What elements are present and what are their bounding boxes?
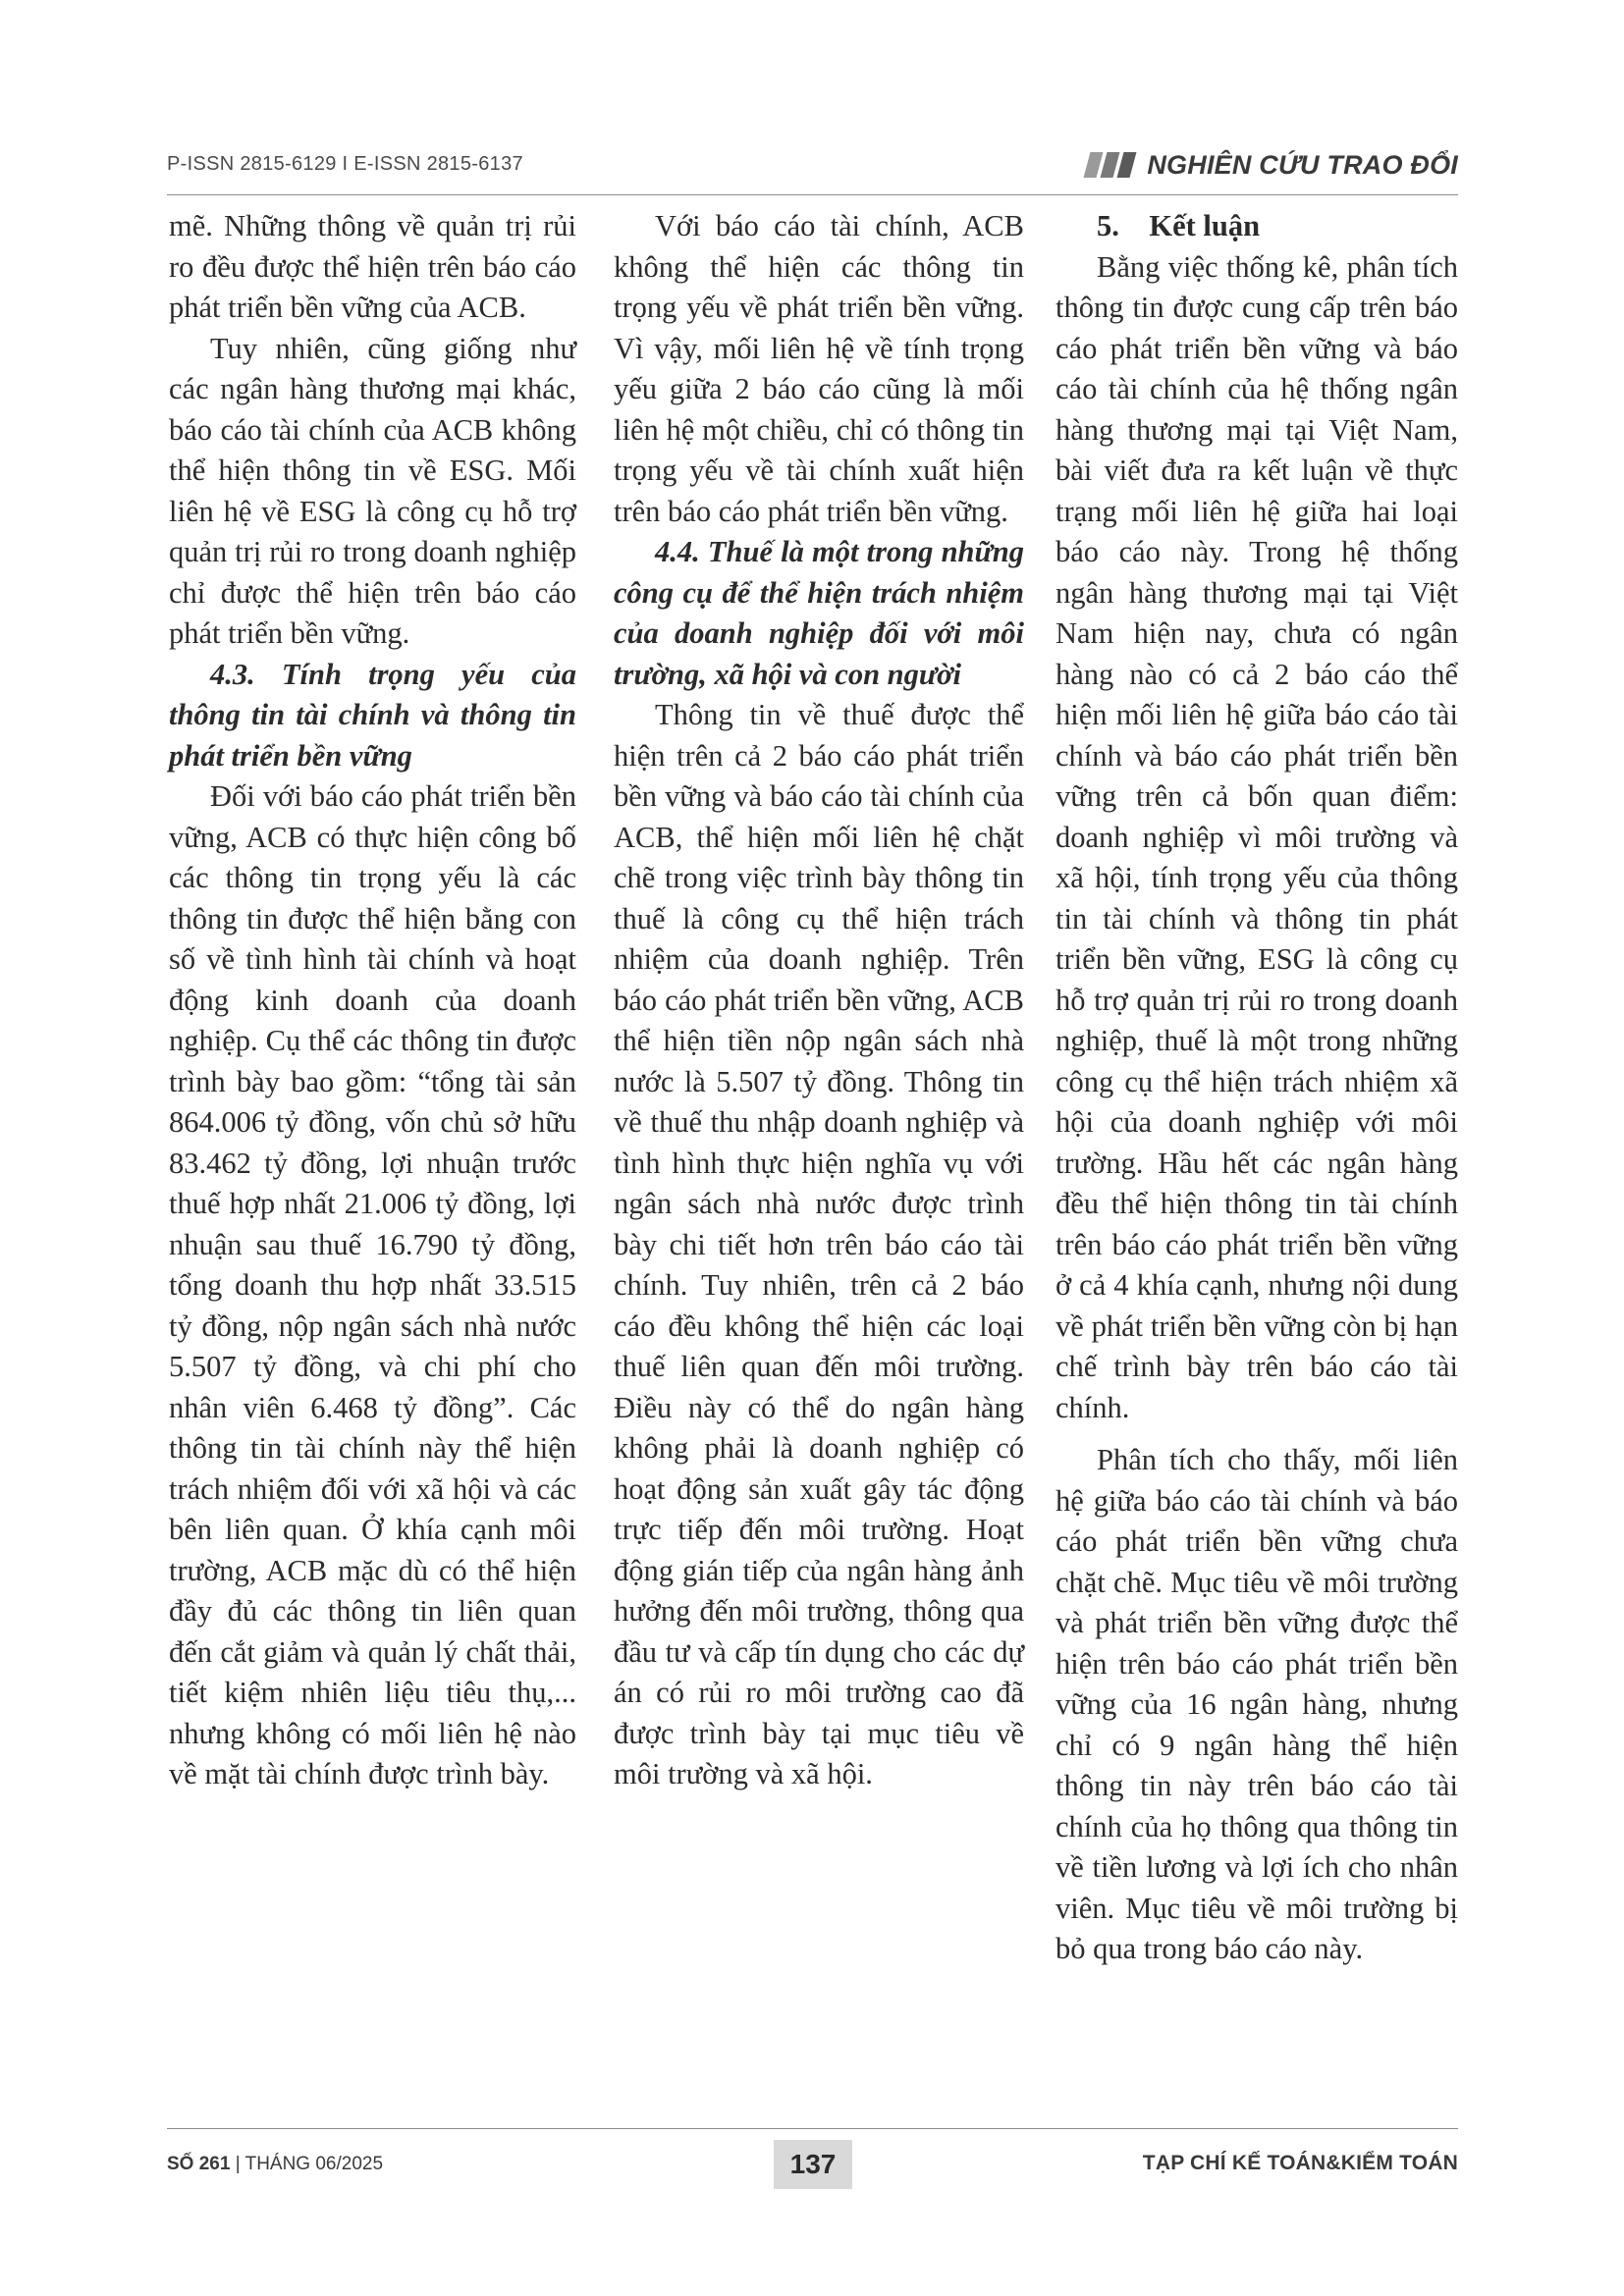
section-marker: [1087, 147, 1458, 183]
column-2: [614, 206, 1024, 1795]
page-footer: [167, 2140, 1458, 2189]
issue-number: SỐ 261: [167, 2154, 231, 2174]
issn-text: P-ISSN 2815-6129 I E-ISSN 2815-6137: [167, 153, 523, 175]
paragraph: Phân tích cho thấy, mối liên hệ giữa báo cáo tài chính và báo cáo phát triển bền vững chưa chặt chẽ. Mục tiêu về môi trường và phát triển bền vững được thể hiện trên báo cáo phát triển bền vững của 16 ngân hàng, nhưng chỉ có 9 ngân hàng thể hiện thông tin này trên báo cáo tài chính của họ thông qua thông tin về tiền lương và lợi ích cho nhân viên. Mục tiêu về môi trường bị bỏ qua trong báo cáo này.: [1056, 1443, 1458, 1965]
paragraph: Với báo cáo tài chính, ACB không thể hiện các thông tin trọng yếu về phát triển bền vững. Vì vậy, mối liên hệ về tính trọng yếu giữa 2 báo cáo cũng là mối liên hệ một chiều, chỉ có thông tin trọng yếu về tài chính xuất hiện trên báo cáo phát triển bền vững.: [614, 209, 1024, 528]
issue-date: | THÁNG 06/2025: [230, 2154, 384, 2174]
section-title: NGHIÊN CỨU TRAO ĐỔI: [1147, 149, 1458, 180]
header-divider: [167, 194, 1458, 195]
section-heading-4-4: 4.4. Thuế là một trong những công cụ để thể hiện trách nhiệm của doanh nghiệp đối với môi trường, xã hội và con người: [614, 535, 1024, 691]
paragraph: Tuy nhiên, cũng giống như các ngân hàng thương mại khác, báo cáo tài chính của ACB không thể hiện thông tin về ESG. Mối liên hệ về ESG là công cụ hỗ trợ quản trị rủi ro trong doanh nghiệp chỉ được thể hiện trên báo cáo phát triển bền vững.: [169, 331, 576, 650]
journal-name: TẠP CHÍ KẾ TOÁN&KIỂM TOÁN: [1142, 2152, 1458, 2174]
section-bars-icon: [1087, 152, 1137, 178]
paragraph: Thông tin về thuế được thể hiện trên cả 2 báo cáo phát triển bền vững và báo cáo tài chính của ACB, thể hiện mối liên hệ chặt chẽ trong việc trình bày thông tin thuế là công cụ thể hiện trách nhiệm của doanh nghiệp. Trên báo cáo phát triển bền vững, ACB thể hiện tiền nộp ngân sách nhà nước là 5.507 tỷ đồng. Thông tin về thuế thu nhập doanh nghiệp và tình hình thực hiện nghĩa vụ với ngân sách nhà nước được trình bày chi tiết hơn trên báo cáo tài chính. Tuy nhiên, trên cả 2 báo cáo đều không thể hiện các loại thuế liên quan đến môi trường. Điều này có thể do ngân hàng không phải là doanh nghiệp có hoạt động sản xuất gây tác động trực tiếp đến môi trường. Hoạt động gián tiếp của ngân hàng ảnh hưởng đến môi trường, thông qua đầu tư và cấp tín dụng cho các dự án có rủi ro môi trường cao đã được trình bày tại mục tiêu về môi trường và xã hội.: [614, 698, 1024, 1790]
section-heading-5: 5. Kết luận: [1097, 209, 1261, 242]
section-heading-4-3: 4.3. Tính trọng yếu của thông tin tài chính và thông tin phát triển bền vững: [169, 657, 576, 773]
paragraph: Bằng việc thống kê, phân tích thông tin được cung cấp trên báo cáo phát triển bền vững và báo cáo tài chính của hệ thống ngân hàng thương mại tại Việt Nam, bài viết đưa ra kết luận về thực trạng mối liên hệ giữa hai loại báo cáo này. Trong hệ thống ngân hàng thương mại tại Việt Nam hiện nay, chưa có ngân hàng nào có cả 2 báo cáo thể hiện mối liên hệ giữa báo cáo tài chính và báo cáo phát triển bền vững trên cả bốn quan điểm: doanh nghiệp vì môi trường và xã hội, tính trọng yếu của thông tin tài chính và thông tin phát triển bền vững, ESG là công cụ hỗ trợ quản trị rủi ro trong doanh nghiệp, thuế là một trong những công cụ thể hiện trách nhiệm xã hội của doanh nghiệp với môi trường. Hầu hết các ngân hàng đều thể hiện thông tin tài chính trên báo cáo phát triển bền vững ở cả 4 khía cạnh, nhưng nội dung về phát triển bền vững còn bị hạn chế trình bày trên báo cáo tài chính.: [1056, 249, 1458, 1424]
paragraph: Đối với báo cáo phát triển bền vững, ACB có thực hiện công bố các thông tin trọng yếu là các thông tin được thể hiện bằng con số về tình hình tài chính và hoạt động kinh doanh của doanh nghiệp. Cụ thể các thông tin được trình bày bao gồm: “tổng tài sản 864.006 tỷ đồng, vốn chủ sở hữu 83.462 tỷ đồng, lợi nhuận trước thuế hợp nhất 21.006 tỷ đồng, lợi nhuận sau thuế 16.790 tỷ đồng, tổng doanh thu hợp nhất 33.515 tỷ đồng, nộp ngân sách nhà nước 5.507 tỷ đồng, và chi phí cho nhân viên 6.468 tỷ đồng”. Các thông tin tài chính này thể hiện trách nhiệm đối với xã hội và các bên liên quan. Ở khía cạnh môi trường, ACB mặc dù có thể hiện đầy đủ các thông tin liên quan đến cắt giảm và quản lý chất thải, tiết kiệm nhiên liệu tiêu thụ,... nhưng không có mối liên hệ nào về mặt tài chính được trình bày.: [169, 779, 576, 1790]
column-1: [169, 206, 576, 1795]
issue-info: [167, 2154, 383, 2175]
column-3: [1056, 206, 1458, 1970]
footer-divider: [167, 2128, 1458, 2129]
page-number: 137: [774, 2140, 852, 2189]
page-header: [167, 147, 1458, 188]
paragraph: mẽ. Những thông về quản trị rủi ro đều được thể hiện trên báo cáo phát triển bền vững của ACB.: [169, 209, 576, 324]
